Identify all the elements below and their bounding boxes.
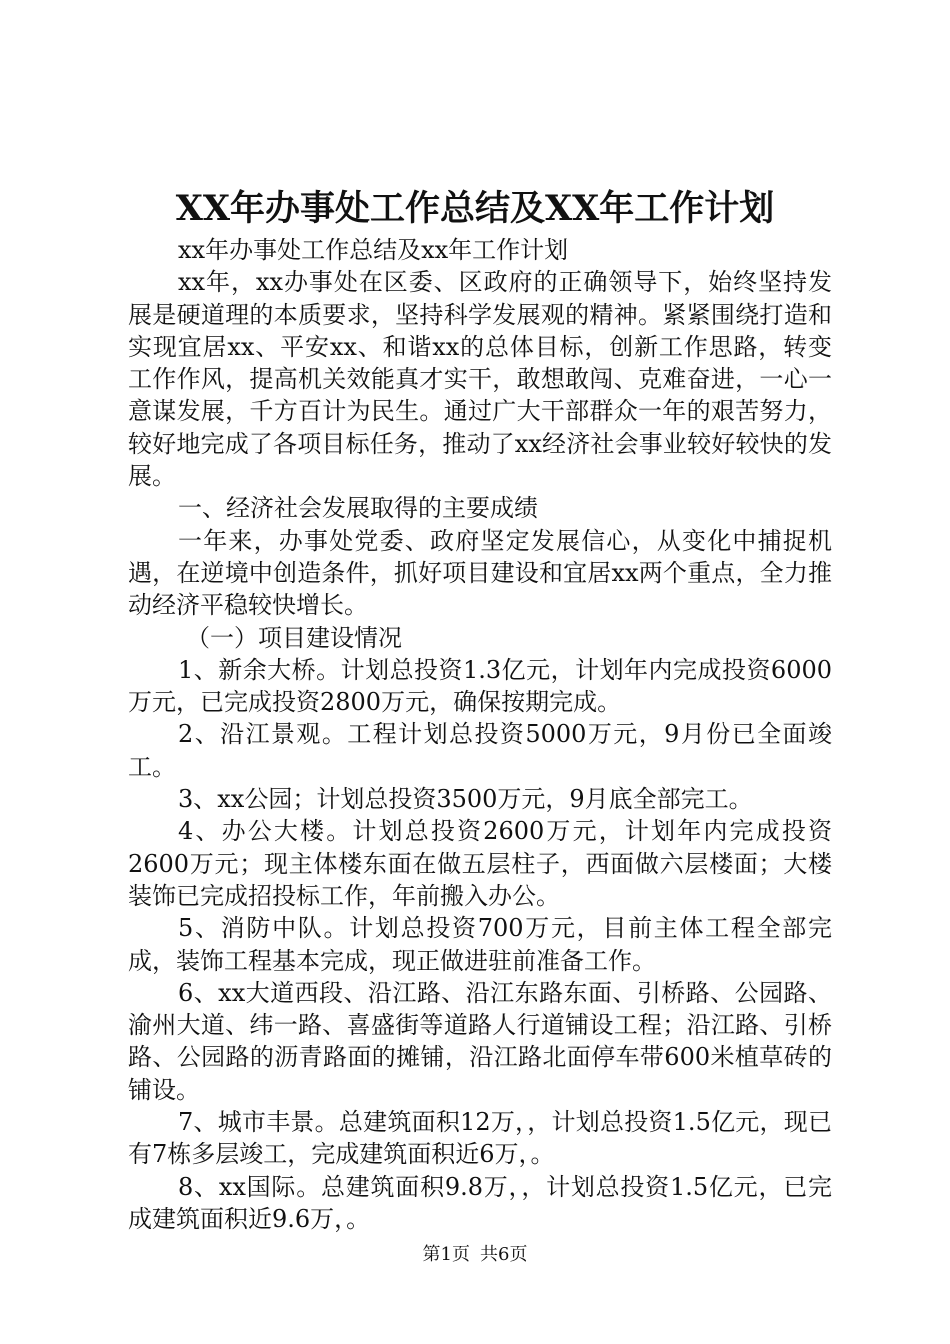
page-total: 共6页 (480, 1244, 528, 1265)
list-item: 4、办公大楼。计划总投资2600万元，计划年内完成投资2600万元；现主体楼东面在做五层柱子，西面做六层楼面；大楼装饰已完成招投标工作，年前搬入办公。 (128, 817, 832, 910)
list-item: 7、城市丰景。总建筑面积12万，，计划总投资1.5亿元，现已有7栋多层竣工，完成建筑面积近6万，。 (128, 1108, 832, 1169)
list-item: 3、xx公园；计划总投资3500万元，9月底全部完工。 (178, 785, 753, 814)
page-number: 第1页 (422, 1244, 470, 1265)
list-item: 6、xx大道西段、沿江路、沿江东路东面、引桥路、公园路、渝州大道、纬一路、喜盛街等道路人行道铺设工程；沿江路、引桥路、公园路的沥青路面的摊铺，沿江路北面停车带600米植草砖的铺设。 (128, 978, 832, 1104)
list-item: 2、沿江景观。工程计划总投资5000万元，9月份已全面竣工。 (128, 720, 832, 781)
section-heading: 一、经济社会发展取得的主要成绩 (178, 494, 538, 523)
document-title: XX年办事处工作总结及XX年工作计划 (175, 188, 775, 229)
list-item: 5、消防中队。计划总投资700万元，目前主体工程全部完成，装饰工程基本完成，现正做进驻前准备工作。 (128, 914, 832, 975)
page-footer (0, 1242, 950, 1268)
document-body (128, 234, 832, 1235)
subsection-heading: （一）项目建设情况 (186, 623, 402, 652)
paragraph-subtitle: xx年办事处工作总结及xx年工作计划 (178, 236, 569, 264)
list-item: 8、xx国际。总建筑面积9.8万，，计划总投资1.5亿元，已完成建筑面积近9.6万，。 (128, 1172, 832, 1233)
paragraph-summary: 一年来，办事处党委、政府坚定发展信心，从变化中捕捉机遇，在逆境中创造条件，抓好项目建设和宜居xx两个重点，全力推动经济平稳较快增长。 (128, 526, 832, 620)
list-item: 1、新余大桥。计划总投资1.3亿元，计划年内完成投资6000万元，已完成投资2800万元，确保按期完成。 (128, 655, 832, 717)
paragraph-intro: xx年，xx办事处在区委、区政府的正确领导下，始终坚持发展是硬道理的本质要求，坚持科学发展观的精神。紧紧围绕打造和实现宜居xx、平安xx、和谐xx的总体目标，创新工作思路，转变工作作风，提高机关效能真才实干，敢想敢闯、克难奋进，一心一意谋发展，千方百计为民生。通过广大干部群众一年的艰苦努力，较好地完成了各项目标任务，推动了xx经济社会事业较好较快的发展。 (128, 268, 832, 491)
